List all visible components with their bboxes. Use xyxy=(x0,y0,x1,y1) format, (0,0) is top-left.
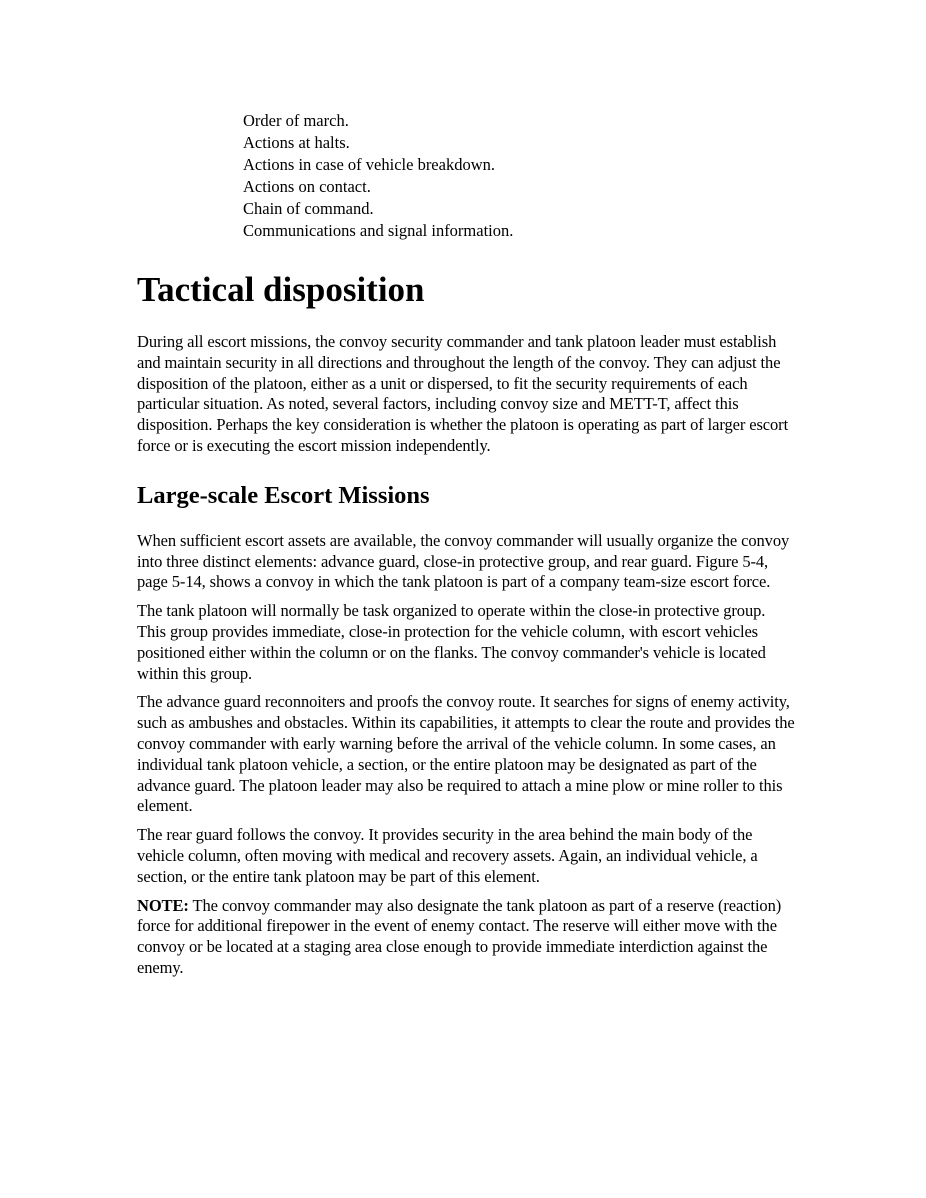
note-paragraph xyxy=(137,896,797,979)
body-paragraph: The rear guard follows the convoy. It provides security in the area behind the main body of the vehicle column, often moving with medical and recovery assets. Again, an individual vehicle, a section, or the entire tank platoon may be part of this element. xyxy=(137,825,758,886)
list-item: Chain of command. xyxy=(243,199,374,218)
main-content xyxy=(137,262,797,987)
intro-paragraph: During all escort missions, the convoy security commander and tank platoon leader must establish and maintain security in all directions and throughout the length of the convoy. They can adjust the disposition of the platoon, either as a unit or dispersed, to fit the security requirements of each particular situation. As noted, several factors, including convoy size and METT-T, affect this disposition. Perhaps the key consideration is whether the platoon is operating as part of larger escort force or is executing the escort mission independently. xyxy=(137,332,789,455)
list-item: Actions on contact. xyxy=(243,177,371,196)
section-heading: Tactical disposition xyxy=(137,270,425,309)
note-label: NOTE: xyxy=(137,895,189,915)
body-paragraph: The tank platoon will normally be task organized to operate within the close-in protective group. This group provides immediate, close-in protection for the vehicle column, with escort vehicles positioned either within the column or on the flanks. The convoy commander's vehicle is located within this group. xyxy=(137,601,766,683)
note-text: The convoy commander may also designate the tank platoon as part of a reserve (reaction) force for additional firepower in the event of enemy contact. The reserve will either move with the convoy or be located at a staging area close enough to provide immediate interdiction against the enemy. xyxy=(137,895,782,977)
subsection-heading: Large-scale Escort Missions xyxy=(137,481,430,509)
list-item: Actions at halts. xyxy=(243,133,350,152)
list-item: Actions in case of vehicle breakdown. xyxy=(243,155,495,174)
list-item: Order of march. xyxy=(243,111,349,130)
body-paragraph: When sufficient escort assets are available, the convoy commander will usually organize the convoy into three distinct elements: advance guard, close-in protective group, and rear guard. Figure 5-4, page 5-14, shows a convoy in which the tank platoon is part of a company team-size escort force. xyxy=(137,530,790,592)
body-paragraph: The advance guard reconnoiters and proofs the convoy route. It searches for signs of enemy activity, such as ambushes and obstacles. Within its capabilities, it attempts to clear the route and provides the convoy commander with early warning before the arrival of the vehicle column. In some cases, an individual tank platoon vehicle, a section, or the entire platoon may be designated as part of the advance guard. The platoon leader may also be required to attach a mine plow or mine roller to this element. xyxy=(137,692,795,816)
list-item: Communications and signal information. xyxy=(243,221,514,240)
order-contents-list xyxy=(243,110,513,242)
